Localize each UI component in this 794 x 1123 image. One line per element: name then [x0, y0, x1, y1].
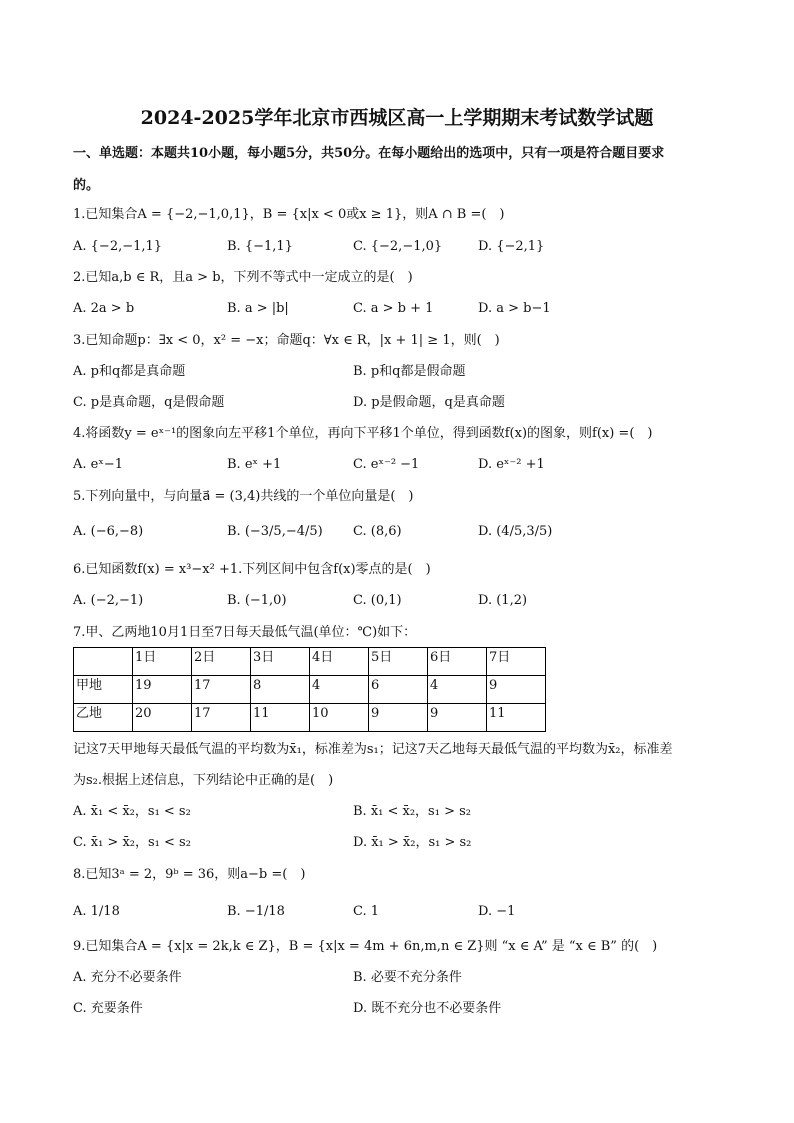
table-cell: 7日 — [487, 648, 546, 676]
table-cell: 4 — [310, 676, 369, 704]
table-cell: 6 — [369, 676, 428, 704]
table-cell: 10 — [310, 704, 369, 732]
question-4-option-a: A. eˣ−1 — [73, 457, 124, 472]
question-7-option-d: D. x̄₁ > x̄₂，s₁ > s₂ — [353, 835, 472, 850]
question-9-option-b: B. 必要不充分条件 — [353, 970, 462, 985]
question-2-option-b: B. a > |b| — [227, 301, 289, 316]
table-cell: 19 — [133, 676, 192, 704]
question-8-stem: 8.已知3ᵃ = 2，9ᵇ = 36，则a−b =( ) — [73, 867, 306, 882]
question-2-option-d: D. a > b−1 — [478, 301, 551, 316]
table-cell: 甲地 — [74, 676, 133, 704]
question-7-option-c: C. x̄₁ > x̄₂，s₁ < s₂ — [73, 835, 191, 850]
question-7-option-b: B. x̄₁ < x̄₂，s₁ > s₂ — [353, 804, 471, 819]
question-4-stem: 4.将函数y = eˣ⁻¹的图象向左平移1个单位，再向下平移1个单位，得到函数f(x)的图象，则f(x) =( ) — [73, 426, 653, 441]
question-2-stem: 2.已知a,b ∈ R，且a > b，下列不等式中一定成立的是( ) — [73, 270, 413, 285]
table-cell: 17 — [192, 676, 251, 704]
question-6-option-d: D. (1,2) — [478, 593, 528, 608]
table-row — [74, 704, 546, 732]
question-3-option-c: C. p是真命题，q是假命题 — [73, 395, 225, 410]
section-instructions-line1: 一、单选题：本题共10小题，每小题5分，共50分。在每小题给出的选项中，只有一项是符合题目要求 — [73, 146, 665, 161]
question-9-option-a: A. 充分不必要条件 — [73, 970, 182, 985]
question-5-option-c: C. (8,6) — [353, 524, 402, 539]
question-6-option-a: A. (−2,−1) — [73, 593, 144, 608]
question-3-option-b: B. p和q都是假命题 — [353, 364, 466, 379]
table-cell: 乙地 — [74, 704, 133, 732]
table-cell: 11 — [487, 704, 546, 732]
table-cell: 11 — [251, 704, 310, 732]
table-cell: 9 — [428, 704, 487, 732]
table-cell: 9 — [369, 704, 428, 732]
question-3-option-a: A. p和q都是真命题 — [73, 364, 186, 379]
table-cell: 3日 — [251, 648, 310, 676]
question-9-stem: 9.已知集合A = {x|x = 2k,k ∈ Z}，B = {x|x = 4m + 6n,m,n ∈ Z}则 “x ∈ A” 是 “x ∈ B” 的( ) — [73, 939, 658, 954]
question-1-option-b: B. {−1,1} — [227, 239, 293, 254]
page-title: 2024-2025学年北京市西城区高一上学期期末考试数学试题 — [140, 107, 654, 129]
question-9-option-d: D. 既不充分也不必要条件 — [353, 1001, 502, 1016]
table-cell: 6日 — [428, 648, 487, 676]
question-5-option-d: D. (4/5,3/5) — [478, 524, 553, 539]
question-1-option-c: C. {−2,−1,0} — [353, 239, 443, 254]
question-5-option-a: A. (−6,−8) — [73, 524, 144, 539]
table-cell: 4 — [428, 676, 487, 704]
question-8-option-a: A. 1/18 — [73, 904, 120, 919]
question-2-option-c: C. a > b + 1 — [353, 301, 434, 316]
question-8-option-b: B. −1/18 — [227, 904, 285, 919]
section-instructions-line2: 的。 — [73, 178, 100, 193]
temperature-table — [73, 647, 546, 732]
question-8-option-d: D. −1 — [478, 904, 516, 919]
question-7-text-line1: 记这7天甲地每天最低气温的平均数为x̄₁，标准差为s₁；记这7天乙地每天最低气温的平均数为x̄₂，标准差 — [73, 742, 673, 757]
question-7-option-a: A. x̄₁ < x̄₂，s₁ < s₂ — [73, 804, 191, 819]
table-header-row — [74, 648, 546, 676]
question-8-option-c: C. 1 — [353, 904, 380, 919]
question-5-stem: 5.下列向量中，与向量a⃗ = (3,4)共线的一个单位向量是( ) — [73, 489, 414, 504]
question-3-option-d: D. p是假命题，q是真命题 — [353, 395, 505, 410]
table-row — [74, 676, 546, 704]
table-cell: 17 — [192, 704, 251, 732]
question-4-option-d: D. eˣ⁻² +1 — [478, 457, 545, 472]
question-5-option-b: B. (−3/5,−4/5) — [227, 524, 323, 539]
question-7-stem: 7.甲、乙两地10月1日至7日每天最低气温(单位：℃)如下： — [73, 625, 417, 640]
question-6-option-c: C. (0,1) — [353, 593, 402, 608]
question-9-option-c: C. 充要条件 — [73, 1001, 143, 1016]
question-4-option-b: B. eˣ +1 — [227, 457, 282, 472]
table-cell — [74, 648, 133, 676]
question-2-option-a: A. 2a > b — [73, 301, 135, 316]
question-6-option-b: B. (−1,0) — [227, 593, 287, 608]
table-cell: 5日 — [369, 648, 428, 676]
question-4-option-c: C. eˣ⁻² −1 — [353, 457, 420, 472]
table-cell: 8 — [251, 676, 310, 704]
question-3-stem: 3.已知命题p：∃x < 0，x² = −x；命题q：∀x ∈ R，|x + 1| ≥ 1，则( ) — [73, 333, 500, 348]
table-cell: 2日 — [192, 648, 251, 676]
table-cell: 9 — [487, 676, 546, 704]
table-cell: 1日 — [133, 648, 192, 676]
table-cell: 20 — [133, 704, 192, 732]
table-cell: 4日 — [310, 648, 369, 676]
question-6-stem: 6.已知函数f(x) = x³−x² +1.下列区间中包含f(x)零点的是( ) — [73, 562, 431, 577]
question-1-stem: 1.已知集合A = {−2,−1,0,1}，B = {x|x < 0或x ≥ 1}，则A ∩ B =( ) — [73, 207, 505, 222]
question-1-option-a: A. {−2,−1,1} — [73, 239, 163, 254]
question-7-text-line2: 为s₂.根据上述信息，下列结论中正确的是( ) — [73, 773, 334, 788]
question-1-option-d: D. {−2,1} — [478, 239, 545, 254]
